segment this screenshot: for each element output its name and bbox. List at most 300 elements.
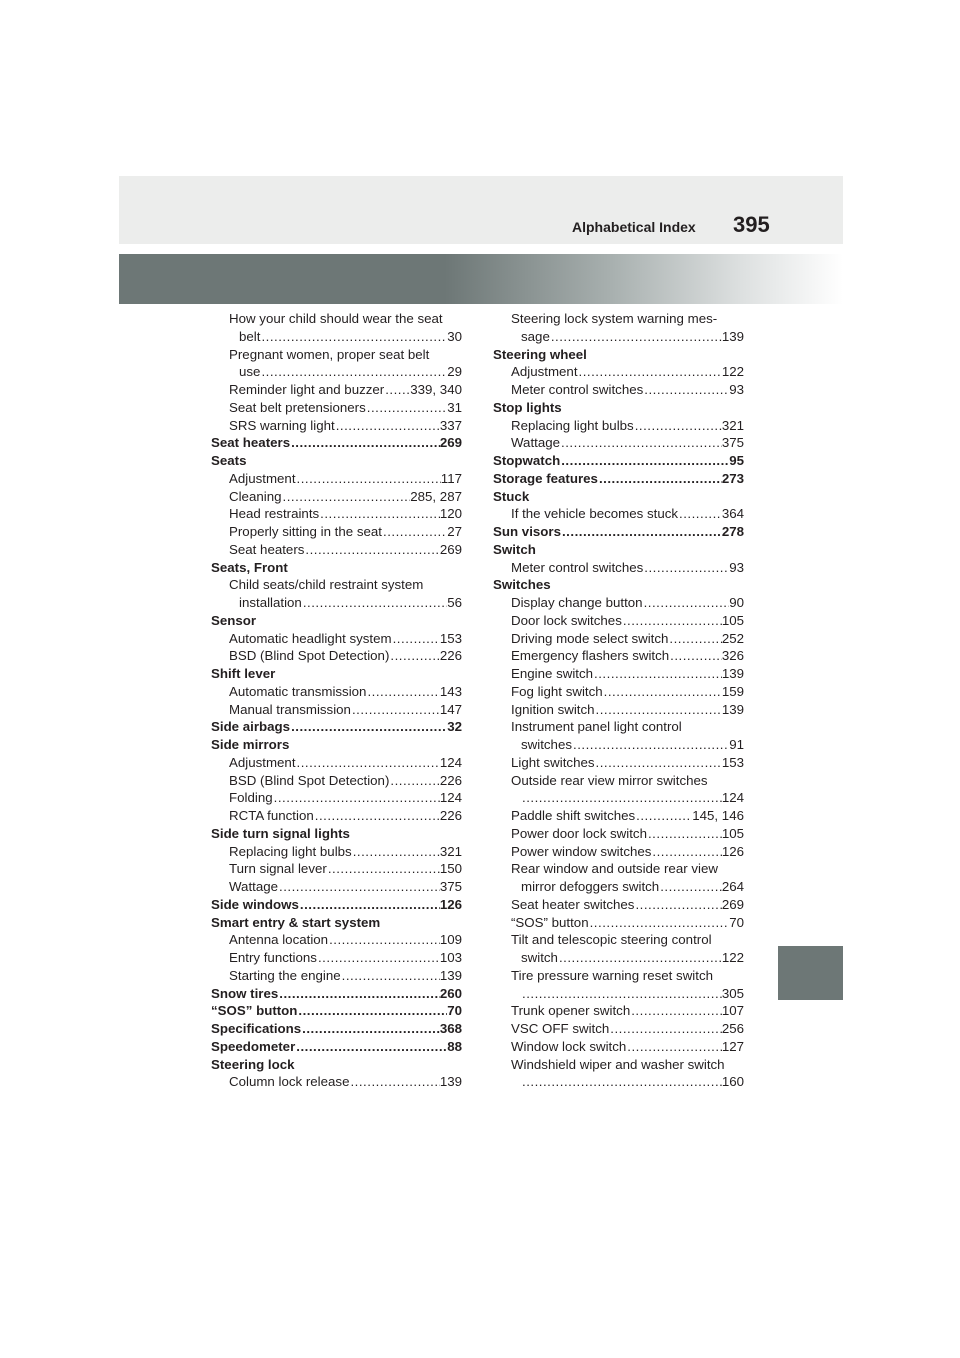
dot-leader [290, 718, 447, 736]
index-page-ref: 260 [439, 985, 462, 1001]
index-term: Meter control switches [511, 559, 644, 575]
index-term: How your child should wear the seat [229, 311, 443, 326]
index-term: Engine switch [511, 666, 594, 681]
index-entry [493, 434, 744, 452]
index-page-ref: 90 [729, 595, 744, 610]
dot-leader [521, 1073, 722, 1091]
index-page-ref: 139 [439, 1074, 462, 1090]
index-term: Adjustment [229, 470, 296, 486]
dot-leader [295, 1038, 447, 1056]
index-term: VSC OFF switch [511, 1021, 610, 1036]
page-number: 395 [733, 212, 770, 237]
dot-leader [290, 434, 440, 452]
index-page-ref: 139 [721, 328, 744, 344]
dot-leader [278, 878, 440, 896]
dot-leader [560, 434, 722, 452]
index-entry [493, 559, 744, 577]
index-page-ref: 226 [439, 772, 462, 788]
dot-leader [317, 949, 440, 967]
index-page-ref: 153 [721, 754, 744, 770]
index-term: Turn signal lever [229, 861, 327, 877]
index-page-ref: 278 [721, 524, 744, 539]
dot-leader [389, 647, 439, 665]
index-entry [211, 452, 462, 470]
index-entry [211, 417, 462, 435]
index-entry [493, 541, 744, 559]
index-entry [493, 1002, 744, 1020]
dot-leader [260, 363, 447, 381]
index-term: Adjustment [229, 754, 296, 770]
index-column-right [493, 310, 744, 1091]
dot-leader [558, 949, 722, 967]
dot-leader [282, 488, 411, 506]
index-term: Smart entry & start system [211, 914, 381, 930]
index-term: Starting the engine [229, 967, 341, 983]
index-entry [211, 576, 462, 594]
index-term: RCTA function [229, 808, 314, 823]
index-term: Seat heater switches [511, 896, 635, 912]
index-entry [211, 860, 462, 878]
index-term: Wattage [229, 879, 279, 894]
index-entry [493, 896, 744, 914]
index-entry [211, 1056, 462, 1074]
index-term: Folding [229, 790, 273, 806]
index-page-ref: 269 [721, 896, 744, 912]
index-page-ref: 285, 287 [410, 488, 462, 504]
index-term: Wattage [511, 435, 561, 451]
index-entry [493, 452, 744, 470]
dot-leader [389, 772, 439, 790]
index-entry [493, 328, 744, 346]
index-term: Specifications [211, 1021, 302, 1036]
dot-leader [630, 1002, 722, 1020]
index-page-ref: 339, 340 [410, 382, 462, 397]
index-term: Rear window and outside rear view [511, 861, 718, 877]
index-page-ref: 109 [439, 932, 462, 948]
index-term: “SOS” button [511, 914, 589, 930]
index-term: BSD (Blind Spot Detection) [229, 772, 390, 788]
index-term: Meter control switches [511, 382, 644, 397]
index-page-ref: 226 [439, 808, 462, 823]
index-entry [211, 346, 462, 364]
index-entry [493, 505, 744, 523]
index-entry [493, 576, 744, 594]
index-page-ref: 122 [721, 950, 744, 965]
index-entry [211, 505, 462, 523]
dot-leader [561, 523, 722, 541]
index-entry [211, 470, 462, 488]
index-page-ref: 29 [447, 364, 462, 380]
dot-leader [668, 630, 721, 648]
dot-leader [314, 807, 440, 825]
index-term: Ignition switch [511, 701, 595, 717]
index-column-left [211, 310, 462, 1091]
index-page-ref: 124 [439, 790, 462, 806]
index-entry [211, 701, 462, 719]
index-term: Manual transmission [229, 701, 351, 717]
index-page-ref: 269 [439, 541, 462, 557]
index-entry [493, 701, 744, 719]
dot-leader [260, 328, 447, 346]
index-term: Steering lock system warning mes- [511, 311, 718, 326]
index-page-ref: 153 [439, 630, 462, 646]
index-page-ref: 264 [721, 879, 744, 894]
index-entry [493, 665, 744, 683]
index-term: Side mirrors [211, 737, 290, 752]
index-entry [493, 1020, 744, 1038]
dot-leader [304, 541, 439, 559]
index-page-ref: 105 [721, 825, 744, 841]
dot-leader [302, 594, 447, 612]
index-term: Pregnant women, proper seat belt [229, 346, 430, 362]
index-entry [211, 381, 462, 399]
index-page-ref: 107 [721, 1003, 744, 1019]
index-page-ref: 256 [721, 1021, 744, 1036]
dot-leader [669, 647, 722, 665]
index-page-ref: 120 [439, 506, 462, 522]
index-entry [211, 985, 462, 1003]
dot-leader [382, 523, 447, 541]
index-entry [493, 860, 744, 878]
index-term: Stuck [493, 488, 530, 504]
index-page-ref: 145, 146 [692, 808, 744, 823]
index-term: Switch [493, 541, 536, 557]
index-page-ref: 93 [729, 382, 744, 397]
index-term: Power window switches [511, 843, 652, 859]
index-entry [493, 772, 744, 790]
index-page-ref: 139 [721, 701, 744, 717]
index-term: Snow tires [211, 985, 279, 1001]
dot-leader [635, 807, 692, 825]
index-entry [493, 931, 744, 949]
index-entry [211, 931, 462, 949]
index-term: Sensor [211, 612, 257, 628]
index-page-ref: 30 [447, 328, 462, 344]
index-entry [211, 328, 462, 346]
dot-leader [327, 860, 440, 878]
index-term: Entry functions [229, 950, 317, 965]
index-entry [493, 967, 744, 985]
index-term: Emergency flashers switch [511, 648, 670, 664]
index-page-ref: 326 [721, 648, 744, 664]
index-entry [493, 630, 744, 648]
index-page-ref: 32 [447, 719, 462, 735]
dot-leader [349, 1073, 439, 1091]
index-term: belt [239, 328, 261, 344]
index-term: If the vehicle becomes stuck [511, 506, 679, 522]
index-entry [211, 630, 462, 648]
dot-leader [651, 843, 721, 861]
index-term: Stopwatch [493, 453, 561, 468]
index-term: Replacing light bulbs [229, 843, 352, 859]
dot-leader [319, 505, 440, 523]
index-entry [493, 807, 744, 825]
index-page-ref: 160 [721, 1074, 744, 1090]
index-term: Head restraints [229, 506, 320, 522]
index-entry [211, 789, 462, 807]
dot-leader [550, 328, 722, 346]
index-entry [211, 754, 462, 772]
dot-leader [634, 896, 721, 914]
index-term: Windshield wiper and washer switch [511, 1056, 725, 1072]
index-entry [211, 772, 462, 790]
index-term: Column lock release [229, 1074, 350, 1090]
index-page-ref: 70 [729, 914, 744, 930]
index-page-ref: 150 [439, 861, 462, 877]
dot-leader [278, 985, 440, 1003]
index-entry [493, 399, 744, 417]
index-term: Power door lock switch [511, 825, 647, 841]
index-term: Antenna location [229, 932, 329, 948]
index-term: Replacing light bulbs [511, 417, 634, 433]
index-page-ref: 147 [439, 701, 462, 717]
dot-leader [595, 701, 722, 719]
dot-leader [296, 470, 441, 488]
index-term: Child seats/child restraint system [229, 577, 424, 593]
index-term: Side windows [211, 896, 299, 912]
index-term: installation [239, 595, 302, 610]
index-entry [493, 683, 744, 701]
index-page-ref: 31 [447, 399, 462, 415]
index-term: Adjustment [511, 364, 578, 380]
index-page-ref: 305 [721, 985, 744, 1001]
index-entry [211, 541, 462, 559]
index-term: Cleaning [229, 488, 282, 504]
index-entry [211, 1073, 462, 1091]
index-page-ref: 273 [721, 470, 744, 486]
index-term: Tilt and telescopic steering control [511, 932, 712, 948]
index-entry [211, 843, 462, 861]
dot-leader [521, 985, 722, 1003]
index-page-ref: 143 [439, 683, 462, 699]
index-term: Tire pressure warning reset switch [511, 967, 713, 983]
dot-leader [593, 665, 722, 683]
index-term: Storage features [493, 470, 598, 486]
index-page-ref: 124 [439, 754, 462, 770]
index-entry [493, 363, 744, 381]
index-entry [211, 399, 462, 417]
index-term: Speedometer [211, 1038, 296, 1054]
index-term: sage [521, 328, 550, 344]
index-term: Properly sitting in the seat [229, 524, 382, 539]
dot-leader [366, 399, 447, 417]
index-page-ref: 27 [447, 524, 462, 539]
index-page-ref: 70 [447, 1003, 462, 1019]
index-page-ref: 122 [721, 364, 744, 380]
index-entry [211, 488, 462, 506]
index-entry [211, 1038, 462, 1056]
index-entry [211, 1020, 462, 1038]
index-entry [493, 417, 744, 435]
index-term: switches [521, 737, 572, 752]
index-term: Seats [211, 453, 247, 468]
index-term: Trunk opener switch [511, 1003, 631, 1019]
index-entry [493, 736, 744, 754]
index-page-ref: 321 [721, 417, 744, 433]
index-entry [493, 1073, 744, 1091]
index-term: BSD (Blind Spot Detection) [229, 648, 390, 664]
dot-leader [659, 878, 722, 896]
index-entry [211, 718, 462, 736]
index-page-ref: 364 [721, 506, 744, 522]
index-entry [211, 949, 462, 967]
index-term: Side airbags [211, 719, 291, 735]
index-entry [493, 488, 744, 506]
dot-leader [366, 683, 439, 701]
index-entry [211, 878, 462, 896]
dot-leader [299, 896, 440, 914]
index-term: use [239, 364, 261, 380]
index-entry [493, 754, 744, 772]
index-term: Window lock switch [511, 1038, 627, 1054]
dot-leader [297, 1002, 447, 1020]
index-entry [493, 878, 744, 896]
index-entry [493, 346, 744, 364]
index-term: Display change button [511, 595, 643, 610]
dot-leader [643, 381, 729, 399]
index-entry [211, 523, 462, 541]
index-term: Seat heaters [211, 435, 291, 451]
dot-leader [521, 789, 722, 807]
index-page-ref: 117 [440, 470, 462, 486]
index-entry [493, 1038, 744, 1056]
index-entry [493, 594, 744, 612]
index-page-ref: 139 [721, 666, 744, 681]
index-term: Seat heaters [229, 541, 305, 557]
dot-leader [392, 630, 440, 648]
index-term: Instrument panel light control [511, 719, 682, 735]
dot-leader [351, 701, 440, 719]
header-gradient-bar [119, 254, 843, 304]
index-page-ref: 139 [439, 967, 462, 983]
index-page-ref: 375 [721, 435, 744, 451]
dot-leader [384, 381, 410, 399]
index-entry [211, 594, 462, 612]
index-page-ref: 337 [439, 417, 462, 433]
index-page-ref: 126 [721, 843, 744, 859]
index-entry [493, 985, 744, 1003]
index-page-ref: 368 [439, 1021, 462, 1036]
dot-leader [678, 505, 722, 523]
index-entry [211, 559, 462, 577]
index-entry [493, 949, 744, 967]
index-entry [493, 789, 744, 807]
dot-leader [578, 363, 722, 381]
index-entry [493, 523, 744, 541]
index-entry [493, 825, 744, 843]
index-page-ref: 91 [729, 737, 744, 752]
dot-leader [647, 825, 722, 843]
index-term: Switches [493, 577, 551, 593]
index-term: Stop lights [493, 399, 562, 415]
index-page-ref: 126 [439, 896, 462, 912]
index-page-ref: 88 [447, 1038, 462, 1054]
dot-leader [572, 736, 729, 754]
index-term: Reminder light and buzzer [229, 382, 385, 397]
index-page-ref: 226 [439, 648, 462, 664]
index-term: Sun visors [493, 524, 561, 539]
index-entry [211, 736, 462, 754]
index-term: Door lock switches [511, 612, 622, 628]
index-entry [493, 914, 744, 932]
index-page-ref: 56 [447, 595, 462, 610]
index-entry [493, 612, 744, 630]
index-term: Paddle shift switches [511, 808, 636, 823]
index-entry [211, 665, 462, 683]
dot-leader [626, 1038, 722, 1056]
index-entry [211, 310, 462, 328]
index-page-ref: 93 [729, 559, 744, 575]
chapter-thumb-tab [778, 946, 843, 1000]
dot-leader [643, 559, 729, 577]
index-term: Steering wheel [493, 346, 587, 362]
index-term: Driving mode select switch [511, 630, 669, 646]
index-entry [211, 683, 462, 701]
dot-leader [595, 754, 722, 772]
index-page-ref: 321 [439, 843, 462, 859]
index-page-ref: 95 [729, 453, 744, 468]
index-entry [211, 434, 462, 452]
index-page-ref: 252 [721, 630, 744, 646]
index-entry [493, 718, 744, 736]
index-entry [493, 647, 744, 665]
index-entry [493, 470, 744, 488]
index-entry [211, 647, 462, 665]
index-term: Side turn signal lights [211, 825, 350, 841]
index-page-ref: 124 [721, 790, 744, 806]
index-page-ref: 105 [721, 612, 744, 628]
dot-leader [603, 683, 722, 701]
index-entry [211, 914, 462, 932]
index-term: Automatic headlight system [229, 630, 392, 646]
index-term: Fog light switch [511, 683, 603, 699]
index-term: switch [521, 950, 558, 965]
index-page-ref: 159 [721, 683, 744, 699]
index-entry [493, 381, 744, 399]
index-page-ref: 103 [439, 950, 462, 965]
dot-leader [328, 931, 440, 949]
index-term: SRS warning light [229, 417, 335, 433]
index-entry [211, 1002, 462, 1020]
index-term: Outside rear view mirror switches [511, 772, 708, 788]
index-term: Seat belt pretensioners [229, 399, 366, 415]
index-term: Steering lock [211, 1056, 295, 1072]
index-term: “SOS” button [211, 1003, 298, 1019]
index-term: Automatic transmission [229, 683, 367, 699]
index-term: Light switches [511, 754, 595, 770]
index-entry [211, 825, 462, 843]
index-entry [211, 612, 462, 630]
dot-leader [296, 754, 440, 772]
index-entry [211, 807, 462, 825]
dot-leader [634, 417, 722, 435]
index-page-ref: 127 [721, 1038, 744, 1054]
index-entry [493, 310, 744, 328]
index-term: Shift lever [211, 666, 276, 681]
index-entry [211, 896, 462, 914]
dot-leader [335, 417, 440, 435]
index-page-ref: 375 [439, 879, 462, 894]
dot-leader [273, 789, 440, 807]
dot-leader [589, 914, 730, 932]
index-entry [493, 843, 744, 861]
dot-leader [560, 452, 729, 470]
index-term: Seats, Front [211, 559, 288, 575]
section-title: Alphabetical Index [572, 219, 696, 235]
index-page-ref: 269 [439, 435, 462, 451]
dot-leader [609, 1020, 722, 1038]
index-term: mirror defoggers switch [521, 879, 660, 894]
